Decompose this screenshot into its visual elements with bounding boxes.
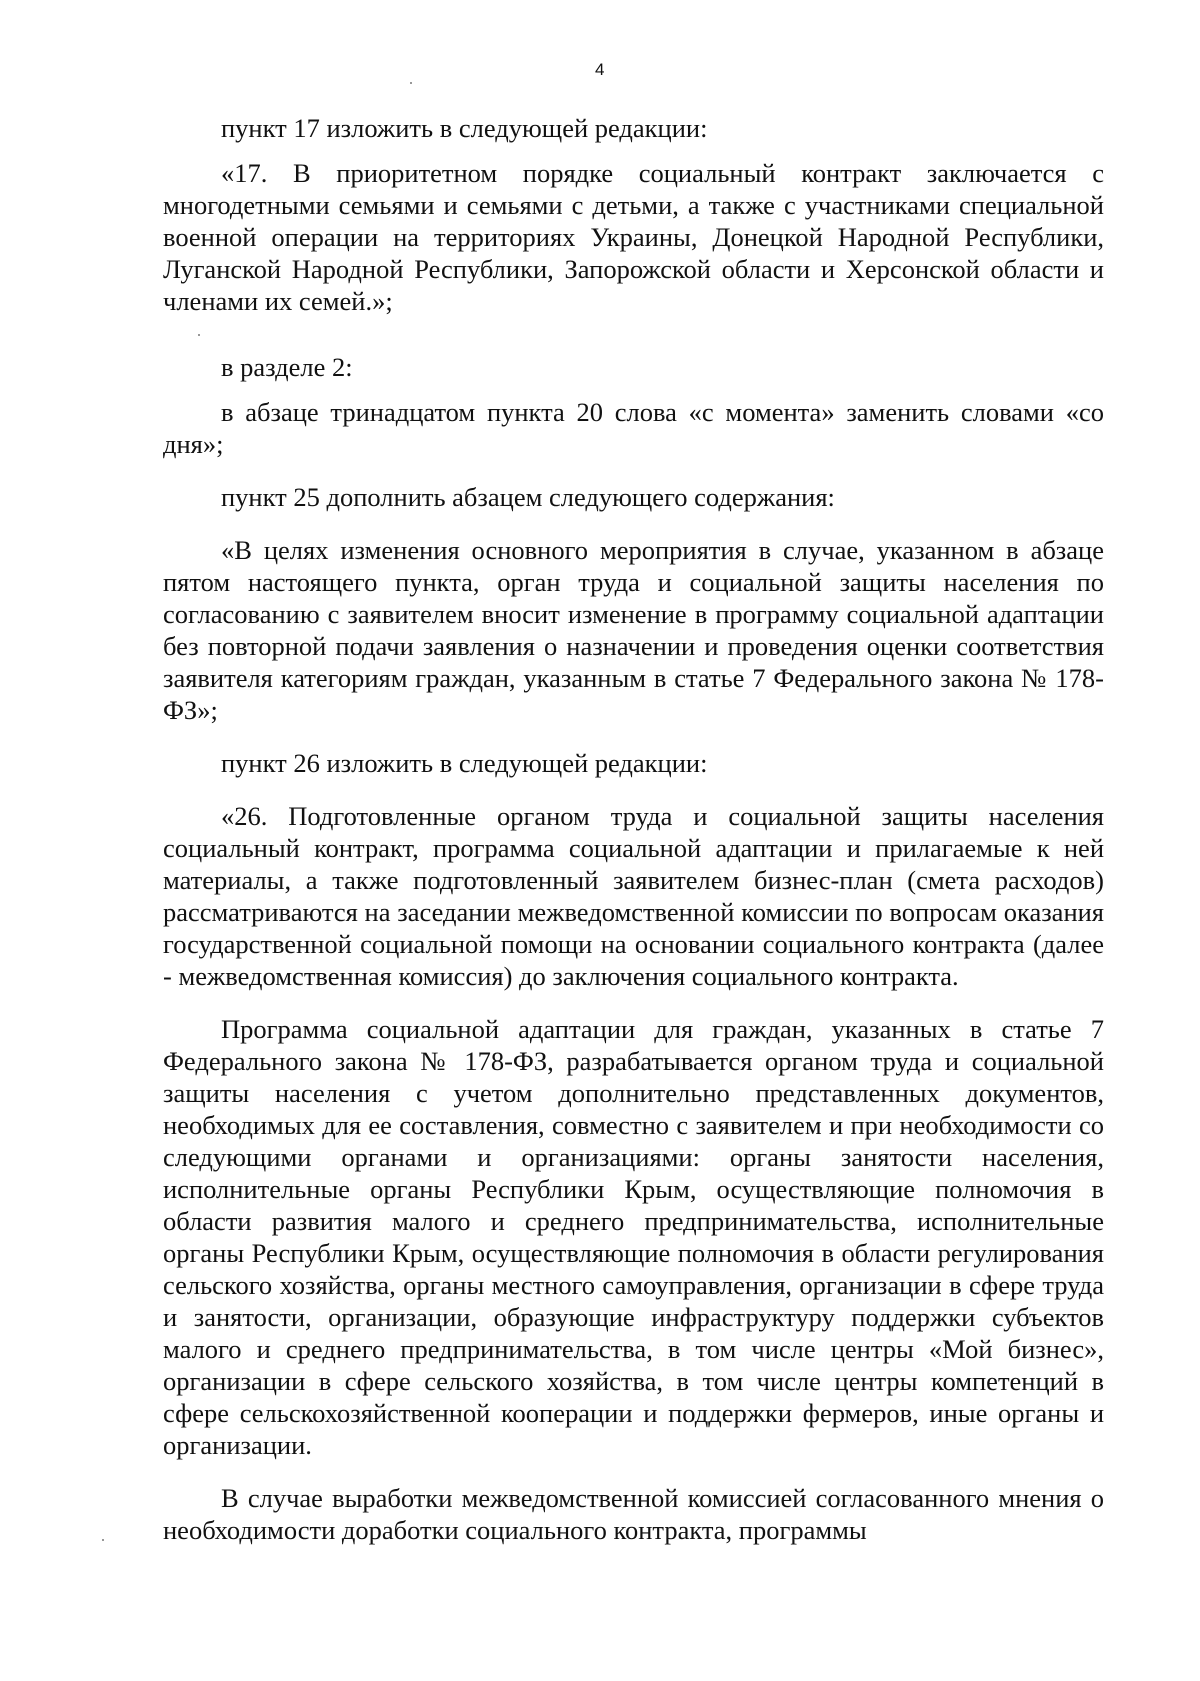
scan-speck <box>410 82 412 84</box>
document-body <box>163 112 1104 1546</box>
paragraph-10: В случае выработки межведомственной комиссией согласованного мнения о необходимости доработки социального контракта, программы <box>163 1483 1104 1545</box>
page-number: 4 <box>595 60 605 79</box>
paragraph-7: пункт 26 изложить в следующей редакции: <box>221 748 708 778</box>
scan-speck <box>198 334 200 336</box>
paragraph-8: «26. Подготовленные органом труда и социальной защиты населения социальный контракт, программа социальной адаптации и прилагаемые к ней материалы, а также подготовленный заявителем бизнес-план (смета расходов) рассматриваются на заседании межведомственной комиссии по вопросам оказания государственной социальной помощи на основании социального контракта (далее - межведомственная комиссия) до заключения социального контракта. <box>163 801 1104 991</box>
paragraph-3: в разделе 2: <box>221 352 353 382</box>
scan-speck <box>102 1539 104 1541</box>
paragraph-4: в абзаце тринадцатом пункта 20 слова «с момента» заменить словами «со дня»; <box>163 397 1104 459</box>
paragraph-5: пункт 25 дополнить абзацем следующего содержания: <box>221 482 835 512</box>
paragraph-6: «В целях изменения основного мероприятия в случае, указанном в абзаце пятом настоящего пункта, орган труда и социальной защиты населения по согласованию с заявителем вносит изменение в программу социальной адаптации без повторной подачи заявления о назначении и проведения оценки соответствия заявителя категориям граждан, указанным в статье 7 Федерального закона № 178-ФЗ»; <box>163 535 1104 725</box>
paragraph-9: Программа социальной адаптации для граждан, указанных в статье 7 Федерального закона № 178-ФЗ, разрабатывается органом труда и социальной защиты населения с учетом дополнительно представленных документов, необходимых для ее составления, совместно с заявителем и при необходимости со следующими органами и организациями: органы занятости населения, исполнительные органы Республики Крым, осуществляющие полномочия в области развития малого и среднего предпринимательства, исполнительные органы Республики Крым, осуществляющие полномочия в области регулирования сельского хозяйства, органы местного самоуправления, организации в сфере труда и занятости, организации, образующие инфраструктуру поддержки субъектов малого и среднего предпринимательства, в том числе центры «Мой бизнес», организации в сфере сельского хозяйства, в том числе центры компетенций в сфере сельскохозяйственной кооперации и поддержки фермеров, иные органы и организации. <box>163 1014 1104 1460</box>
paragraph-2: «17. В приоритетном порядке социальный контракт заключается с многодетными семьями и семьями с детьми, а также с участниками специальной военной операции на территориях Украины, Донецкой Народной Республики, Луганской Народной Республики, Запорожской области и Херсонской области и членами их семей.»; <box>163 158 1104 316</box>
paragraph-1: пункт 17 изложить в следующей редакции: <box>221 113 708 143</box>
